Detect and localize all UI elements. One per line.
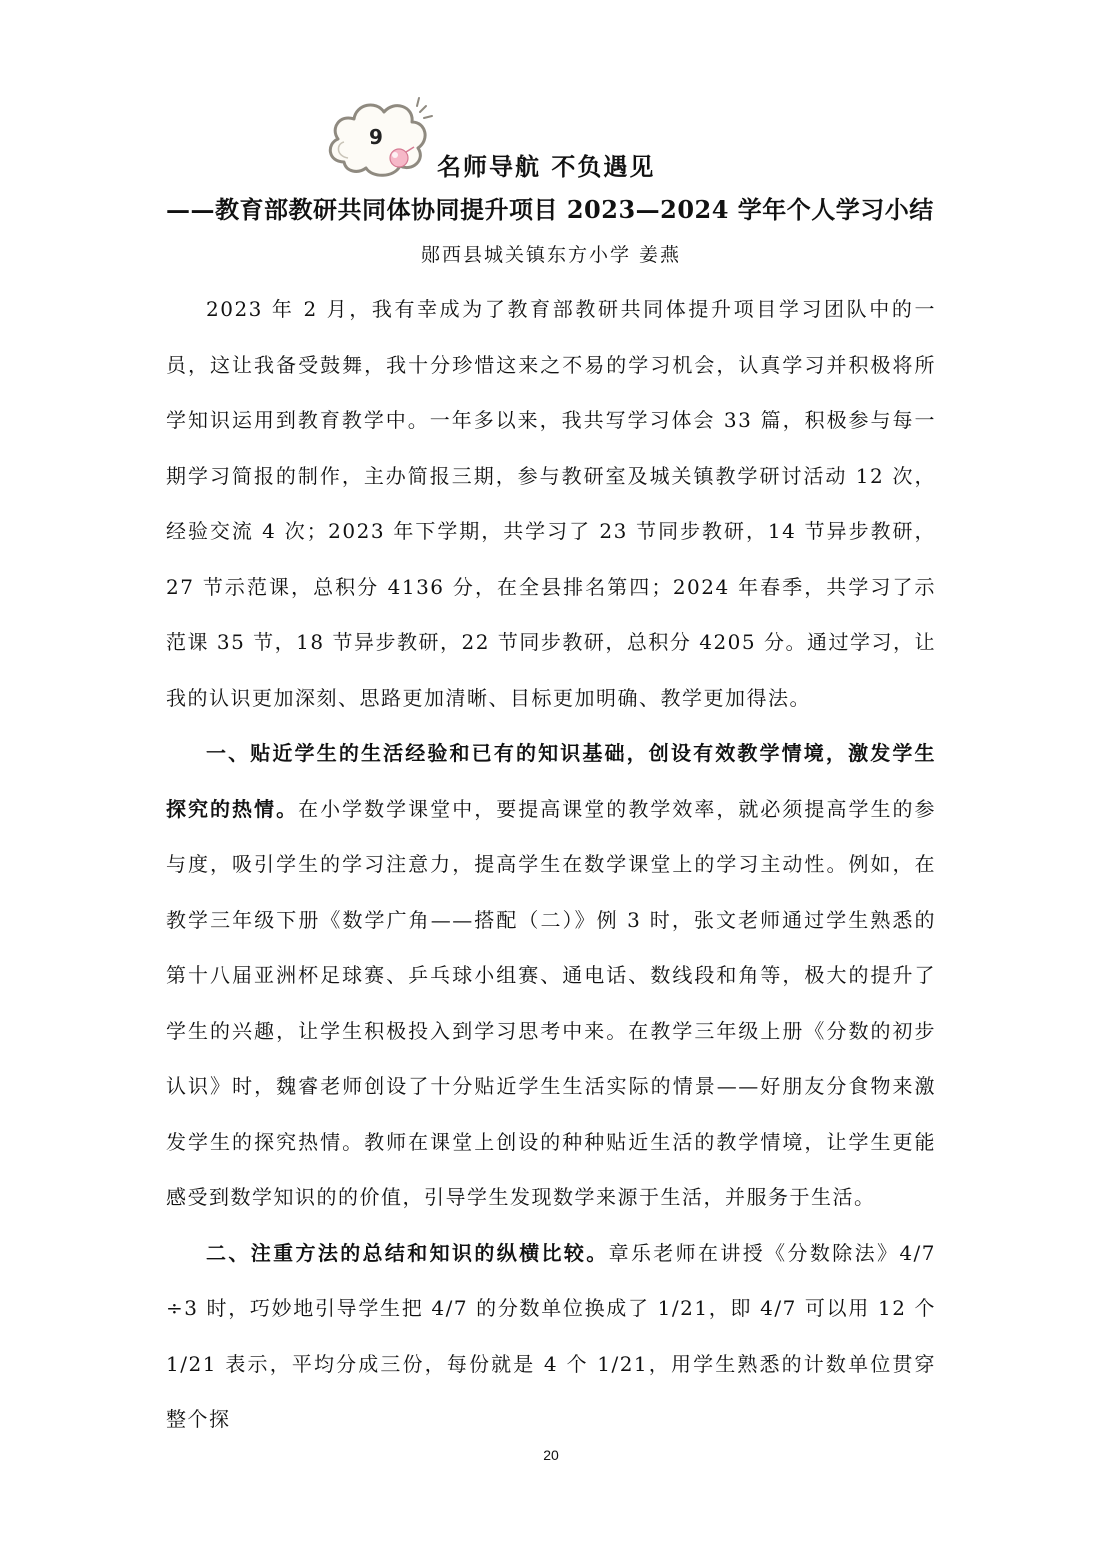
author-byline: 郧西县城关镇东方小学 姜燕 — [420, 244, 682, 266]
section-one-paragraph — [166, 726, 936, 1226]
page-subtitle: ——教育部教研共同体协同提升项目 2023—2024 学年个人学习小结 — [166, 195, 934, 224]
section-one-heading: 一、贴近学生的生活经验和已有的知识基础，创设有效教学情境，激发学生探究的热情。 — [166, 741, 936, 821]
article-body — [166, 282, 936, 1448]
section-two-paragraph — [166, 1226, 936, 1448]
section-two-text: 章乐老师在讲授《分数除法》4/7 ÷3 时，巧妙地引导学生把 4/7 的分数单位换成了 1/21，即 4/7 可以用 12 个 1/21 表示，平均分成三份，每份就是 4 个 1/21，用学生熟悉的计数单位贯穿整个探 — [166, 1240, 937, 1431]
badge-number: 9 — [369, 125, 383, 149]
cloud-badge — [322, 92, 442, 187]
section-one-text: 在小学数学课堂中，要提高课堂的教学效率，就必须提高学生的参与度，吸引学生的学习注意力，提高学生在数学课堂上的学习主动性。例如，在教学三年级下册《数学广角——搭配（二）》例 3 时，张文老师通过学生熟悉的第十八届亚洲杯足球赛、乒乓球小组赛、通电话、数线段和角等，极大的提升了学生的兴趣，让学生积极投入到学习思考中来。在教学三年级上册《分数的初步认识》时，魏睿老师创设了十分贴近学生生活实际的情景——好朋友分食物来激发学生的探究热情。教师在课堂上创设的种种贴近生活的教学情境，让学生更能感受到数学知识的的价值，引导学生发现数学来源于生活，并服务于生活。 — [166, 796, 937, 1209]
section-two-heading: 二、注重方法的总结和知识的纵横比较。 — [206, 1240, 609, 1265]
page-title: 名师导航 不负遇见 — [437, 152, 656, 181]
page-number: 20 — [543, 1447, 559, 1463]
intro-paragraph: 2023 年 2 月，我有幸成为了教育部教研共同体提升项目学习团队中的一员，这让我备受鼓舞，我十分珍惜这来之不易的学习机会，认真学习并积极将所学知识运用到教育教学中。一年多以来，我共写学习体会 33 篇，积极参与每一期学习简报的制作，主办简报三期，参与教研室及城关镇教学研讨活动 12 次，经验交流 4 次；2023 年下学期，共学习了 23 节同步教研，14 节异步教研，27 节示范课，总积分 4136 分，在全县排名第四；2024 年春季，共学习了示范课 35 节，18 节异步教研，22 节同步教研，总积分 4205 分。通过学习，让我的认识更加深刻、思路更加清晰、目标更加明确、教学更加得法。 — [166, 297, 936, 710]
